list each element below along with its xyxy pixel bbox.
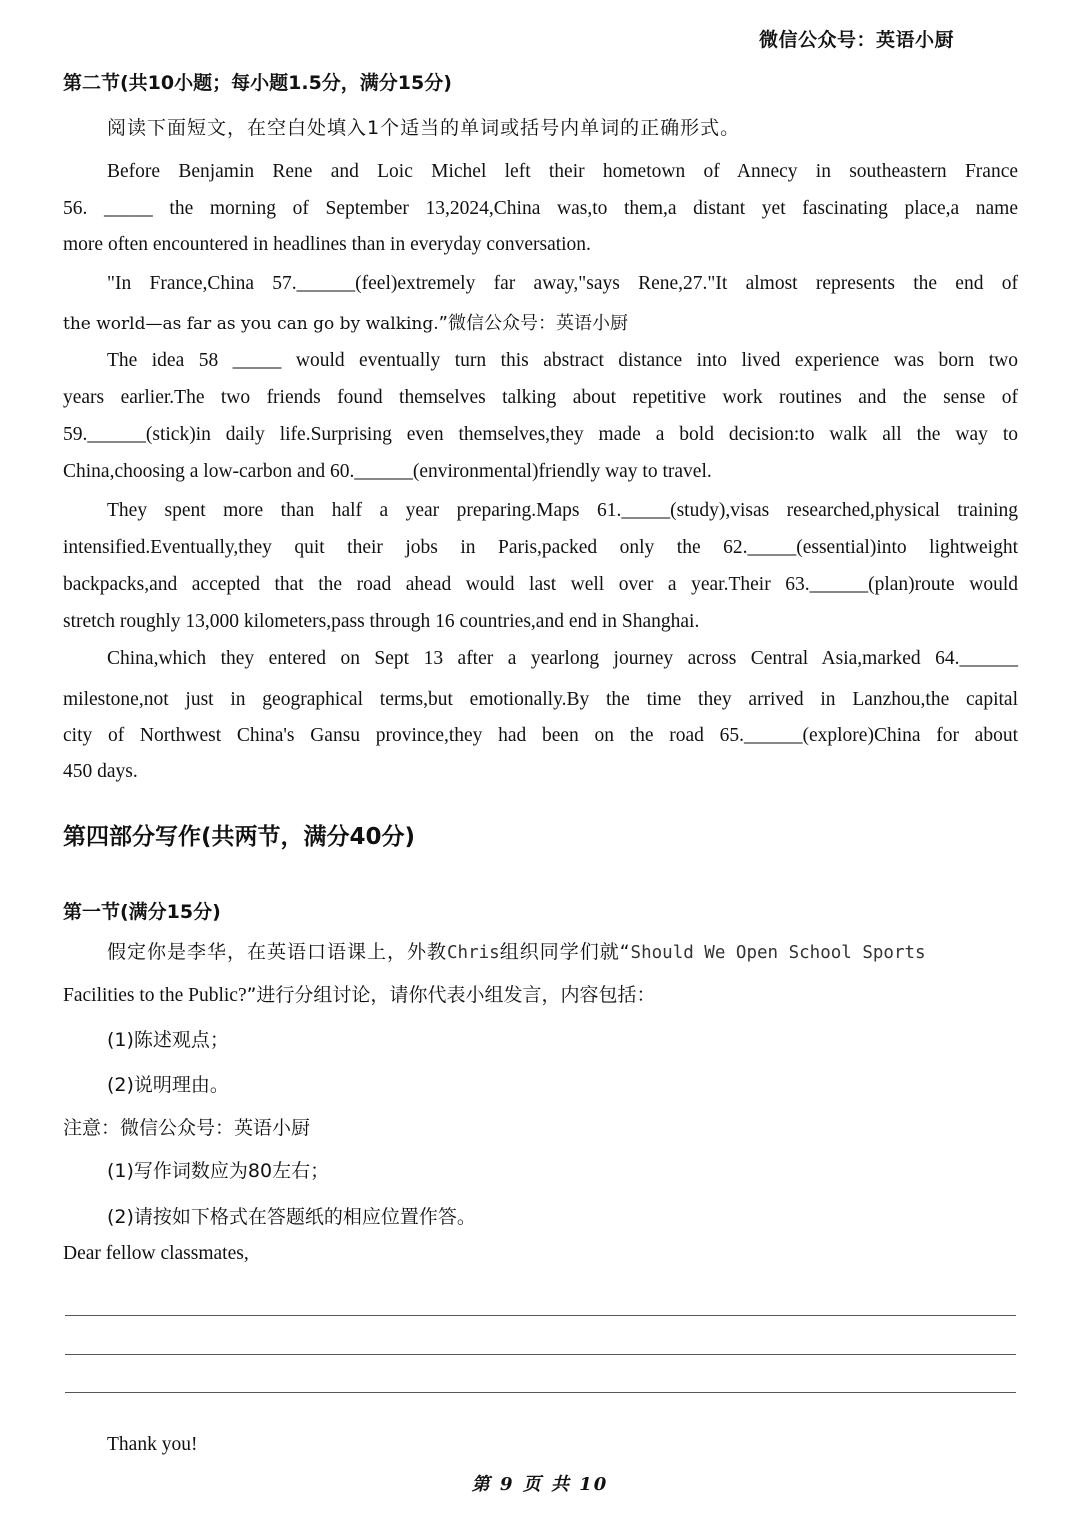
inline-watermark: ”微信公众号：英语小厨 xyxy=(438,313,628,334)
passage-line-end: the world—as far as you can go by walking. xyxy=(63,314,439,334)
passage-line: city of Northwest China's Gansu province,they had been on the road 65.______(explore)China for about xyxy=(63,725,1018,746)
passage-line: 56. _____ the morning of September 13,2024,China was,to them,a distant yet fascinating place,a name xyxy=(63,198,1018,219)
task-topic-end: Facilities to the Public? xyxy=(63,985,247,1006)
section-2-heading: 第二节(共10小题；每小题1.5分，满分15分) xyxy=(63,72,452,94)
task-teacher-name: Chris xyxy=(447,943,500,963)
passage-line: China,choosing a low-carbon and 60.______(environmental)friendly way to travel. xyxy=(63,461,712,482)
writing-line[interactable] xyxy=(65,1392,1016,1393)
letter-greeting: Dear fellow classmates, xyxy=(63,1243,249,1264)
task-description xyxy=(107,937,1014,964)
passage-line: China,which they entered on Sept 13 after a yearlong journey across Central Asia,marked 64.______ xyxy=(107,648,1018,669)
note-heading: 注意：微信公众号：英语小厨 xyxy=(63,1117,311,1139)
passage-line: They spent more than half a year preparing.Maps 61._____(study),visas researched,physical training xyxy=(107,500,1018,521)
task-text: 假定你是李华，在英语口语课上，外教 xyxy=(107,941,448,963)
passage-line: "In France,China 57.______(feel)extremely far away,"says Rene,27."It almost represents the end of xyxy=(107,273,1018,294)
page-number: 第 9 页 共 10 xyxy=(471,1474,609,1495)
passage-line: milestone,not just in geographical terms,but emotionally.By the time they arrived in Lanzhou,the capital xyxy=(63,689,1018,710)
note-item-1: (1)写作词数应为80左右； xyxy=(107,1160,330,1182)
letter-closing: Thank you! xyxy=(107,1434,198,1455)
content-point-2: (2)说明理由。 xyxy=(107,1074,229,1096)
content-point-1: (1)陈述观点； xyxy=(107,1029,229,1051)
writing-line[interactable] xyxy=(65,1354,1016,1355)
part-4-section-1-heading: 第一节(满分15分) xyxy=(63,901,221,923)
passage-mixed-line xyxy=(63,309,628,335)
passage-line: Before Benjamin Rene and Loic Michel left their hometown of Annecy in southeastern France xyxy=(107,161,1018,182)
passage-line: 59.______(stick)in daily life.Surprising even themselves,they made a bold decision:to walk all the way to xyxy=(63,424,1018,445)
watermark-text: 微信公众号：英语小厨 xyxy=(758,29,954,51)
task-topic: Should We Open School Sports xyxy=(630,943,926,963)
passage-line: backpacks,and accepted that the road ahead would last well over a year.Their 63.______(plan)route would xyxy=(63,574,1018,595)
passage-line: more often encountered in headlines than in everyday conversation. xyxy=(63,234,591,255)
part-4-heading: 第四部分写作(共两节，满分40分) xyxy=(63,824,416,850)
task-description-line-2 xyxy=(63,980,655,1007)
passage-line: stretch roughly 13,000 kilometers,pass through 16 countries,and end in Shanghai. xyxy=(63,611,700,632)
writing-line[interactable] xyxy=(65,1315,1016,1316)
note-item-2: (2)请按如下格式在答题纸的相应位置作答。 xyxy=(107,1206,476,1228)
passage-line: 450 days. xyxy=(63,761,138,782)
task-text: 组织同学们就“ xyxy=(499,941,631,963)
passage-line: intensified.Eventually,they quit their jobs in Paris,packed only the 62._____(essential)into lightweight xyxy=(63,537,1018,558)
section-2-instruction: 阅读下面短文，在空白处填入1个适当的单词或括号内单词的正确形式。 xyxy=(107,117,741,139)
passage-line: years earlier.The two friends found themselves talking about repetitive work routines and the sense of xyxy=(63,387,1018,408)
passage-line: The idea 58 _____ would eventually turn this abstract distance into lived experience was born two xyxy=(107,350,1018,371)
task-text: ”进行分组讨论，请你代表小组发言，内容包括： xyxy=(246,984,656,1006)
